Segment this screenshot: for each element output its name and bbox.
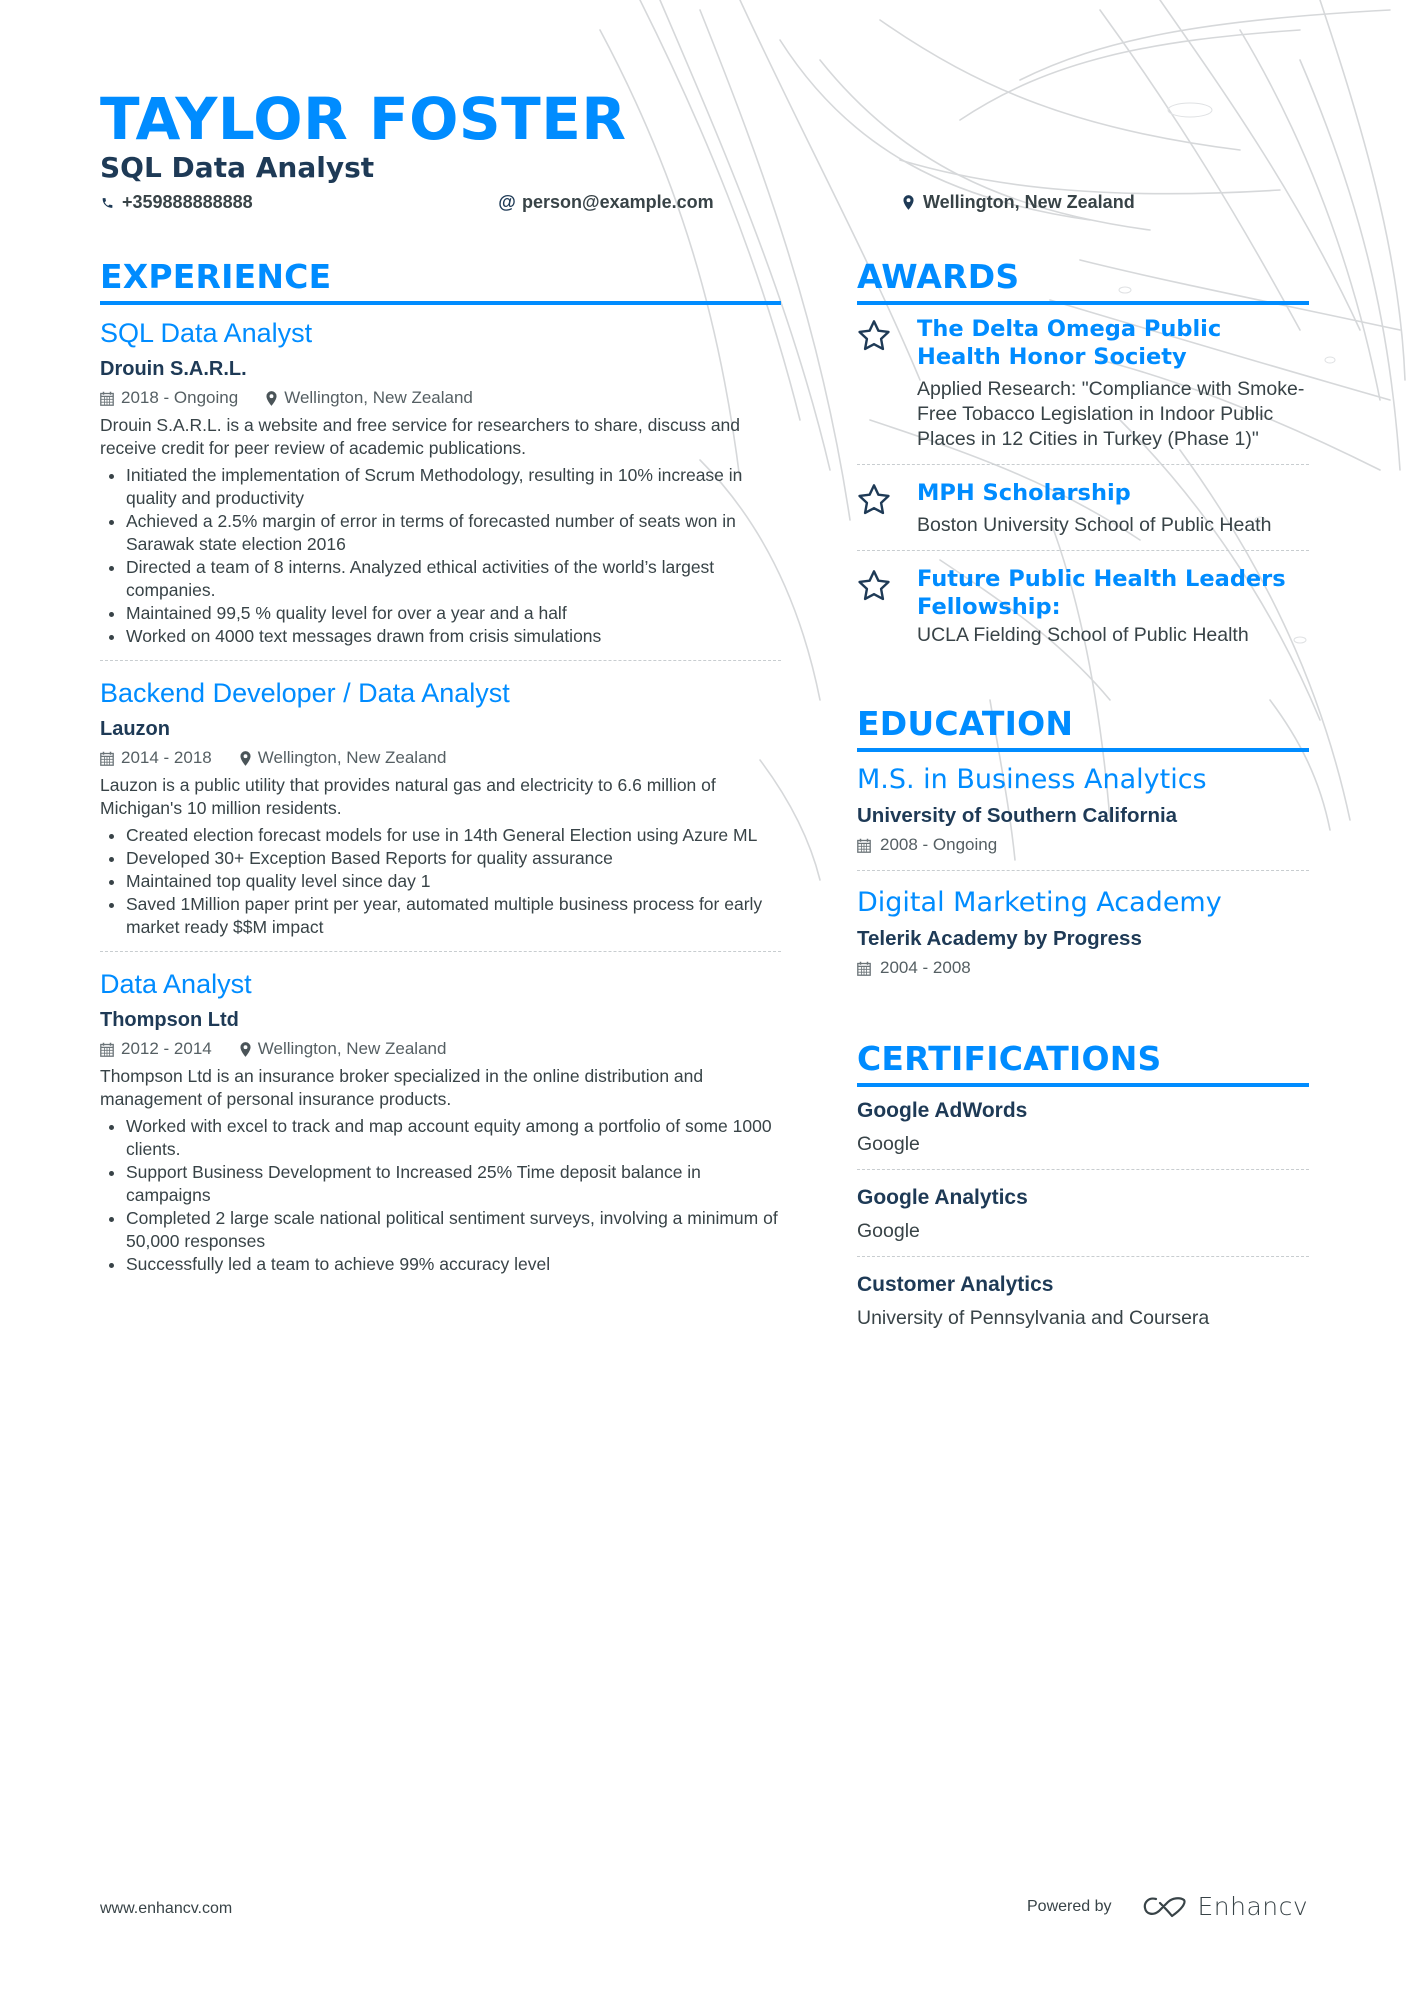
experience-item (100, 966, 781, 1276)
experience-item (100, 675, 781, 939)
section-rule (857, 748, 1309, 752)
school-name: Telerik Academy by Progress (857, 927, 1142, 950)
item-divider (857, 1256, 1309, 1257)
footer-website-link[interactable]: www.enhancv.com (100, 1900, 233, 1917)
item-divider (857, 870, 1309, 871)
powered-by-label: Powered by (1027, 1897, 1112, 1915)
section-rule (100, 301, 781, 305)
achievement-item: • Worked on 4000 text messages drawn from crisis simulations (126, 625, 781, 648)
company-description: Lauzon is a public utility that provides natural gas and electricity to 6.6 million of Michigan's 10 million residents. (100, 775, 716, 818)
achievement-item: • Initiated the implementation of Scrum Methodology, resulting in 10% increase in quality and productivity (126, 464, 781, 510)
achievement-list (100, 1115, 781, 1276)
certification-item (857, 1184, 1309, 1244)
location-pin-icon (901, 195, 915, 211)
section-rule (857, 1083, 1309, 1087)
job-meta (100, 385, 781, 411)
certification-name: Google Analytics (857, 1186, 1028, 1209)
calendar-icon (100, 751, 114, 766)
certification-issuer: Google (857, 1133, 920, 1155)
certification-name: Customer Analytics (857, 1273, 1054, 1296)
contact-row (100, 192, 1310, 216)
certification-item (857, 1097, 1309, 1157)
job-location: Wellington, New Zealand (257, 1039, 447, 1058)
item-divider (857, 1169, 1309, 1170)
award-title: MPH Scholarship (917, 480, 1131, 506)
star-icon (857, 319, 891, 352)
phone-icon (100, 195, 114, 211)
job-location: Wellington, New Zealand (257, 748, 447, 767)
job-role: Backend Developer / Data Analyst (100, 678, 510, 708)
certification-issuer: University of Pennsylvania and Coursera (857, 1307, 1210, 1329)
job-dates: 2014 - 2018 (121, 748, 212, 767)
calendar-icon (857, 838, 871, 853)
item-divider (100, 951, 781, 952)
achievement-item: • Maintained 99,5 % quality level for over a year and a half (126, 602, 781, 625)
star-icon (857, 569, 891, 602)
section-title-certifications: CERTIFICATIONS (857, 1039, 1162, 1078)
calendar-icon (100, 1042, 114, 1057)
location-text: Wellington, New Zealand (923, 192, 1135, 212)
award-item (857, 565, 1309, 648)
job-dates: 2012 - 2014 (121, 1039, 212, 1058)
job-role: SQL Data Analyst (100, 318, 313, 348)
calendar-icon (857, 961, 871, 976)
job-location: Wellington, New Zealand (284, 388, 473, 407)
location-pin-icon (266, 391, 277, 406)
school-name: University of Southern California (857, 804, 1178, 827)
candidate-title: SQL Data Analyst (100, 151, 375, 184)
certification-item (857, 1271, 1309, 1331)
calendar-icon (100, 391, 114, 406)
achievement-list (100, 824, 781, 939)
enhancv-logo-icon (1142, 1895, 1188, 1919)
location-pin-icon (240, 751, 251, 766)
education-item (857, 762, 1309, 858)
contact-email[interactable] (500, 192, 714, 213)
achievement-item: • Directed a team of 8 interns. Analyzed ethical activities of the world’s largest companies. (126, 556, 781, 602)
achievement-item: • Completed 2 large scale national political sentiment surveys, involving a minimum of 50,000 responses (126, 1207, 781, 1253)
item-divider (857, 464, 1309, 465)
company-name: Thompson Ltd (100, 1009, 239, 1031)
job-dates: 2018 - Ongoing (121, 388, 239, 407)
footer-branding (1027, 1892, 1308, 1921)
contact-location (901, 192, 1135, 213)
award-item (857, 315, 1309, 452)
degree: Digital Marketing Academy (857, 887, 1222, 918)
left-column (100, 255, 781, 1276)
section-title-awards: AWARDS (857, 257, 1020, 296)
company-description: Thompson Ltd is an insurance broker specialized in the online distribution and management of personal insurance products. (100, 1066, 704, 1109)
company-name: Lauzon (100, 718, 170, 740)
star-icon (857, 483, 891, 516)
award-title: The Delta Omega Public Health Honor Society (917, 316, 1222, 370)
achievement-item: • Successfully led a team to achieve 99% accuracy level (126, 1253, 781, 1276)
achievement-item: • Achieved a 2.5% margin of error in terms of forecasted number of seats won in Sarawak state election 2016 (126, 510, 781, 556)
contact-phone[interactable] (100, 192, 253, 213)
certification-issuer: Google (857, 1220, 920, 1242)
certification-name: Google AdWords (857, 1099, 1028, 1122)
achievement-item: • Saved 1Million paper print per year, automated multiple business process for early market ready $$M impact (126, 893, 781, 939)
enhancv-logo[interactable] (1142, 1892, 1309, 1921)
education-item (857, 885, 1309, 981)
award-title: Future Public Health Leaders Fellowship: (917, 566, 1286, 620)
at-icon: @ (498, 192, 516, 212)
experience-item (100, 315, 781, 648)
award-description: Applied Research: "Compliance with Smoke-Free Tobacco Legislation in Indoor Public Places in 12 Cities in Turkey (Phase 1)" (917, 378, 1305, 450)
achievement-item: • Support Business Development to Increased 25% Time deposit balance in campaigns (126, 1161, 781, 1207)
education-dates: 2008 - Ongoing (880, 835, 998, 854)
section-title-experience: EXPERIENCE (100, 257, 332, 296)
candidate-name: TAYLOR FOSTER (100, 85, 627, 153)
company-description: Drouin S.A.R.L. is a website and free service for researchers to share, discuss and receive credit for peer review of academic publications. (100, 415, 741, 458)
achievement-item: • Created election forecast models for use in 14th General Election using Azure ML (126, 824, 781, 847)
job-meta (100, 745, 781, 771)
achievement-item: • Worked with excel to track and map account equity among a portfolio of some 1000 clients. (126, 1115, 781, 1161)
location-pin-icon (240, 1042, 251, 1057)
brand-name: Enhancv (1197, 1892, 1309, 1921)
award-description: Boston University School of Public Heath (917, 514, 1272, 536)
item-divider (100, 660, 781, 661)
section-title-education: EDUCATION (857, 704, 1074, 743)
degree: M.S. in Business Analytics (857, 764, 1207, 795)
award-item (857, 479, 1309, 538)
section-rule (857, 301, 1309, 305)
job-role: Data Analyst (100, 969, 252, 999)
achievement-list (100, 464, 781, 648)
achievement-item: • Maintained top quality level since day 1 (126, 870, 781, 893)
item-divider (857, 550, 1309, 551)
education-dates: 2004 - 2008 (880, 958, 971, 977)
right-column (857, 255, 1309, 1331)
award-description: UCLA Fielding School of Public Health (917, 624, 1249, 646)
email-text: person@example.com (522, 192, 714, 212)
phone-text: +359888888888 (122, 192, 253, 212)
job-meta (100, 1036, 781, 1062)
achievement-item: • Developed 30+ Exception Based Reports for quality assurance (126, 847, 781, 870)
company-name: Drouin S.A.R.L. (100, 358, 247, 380)
